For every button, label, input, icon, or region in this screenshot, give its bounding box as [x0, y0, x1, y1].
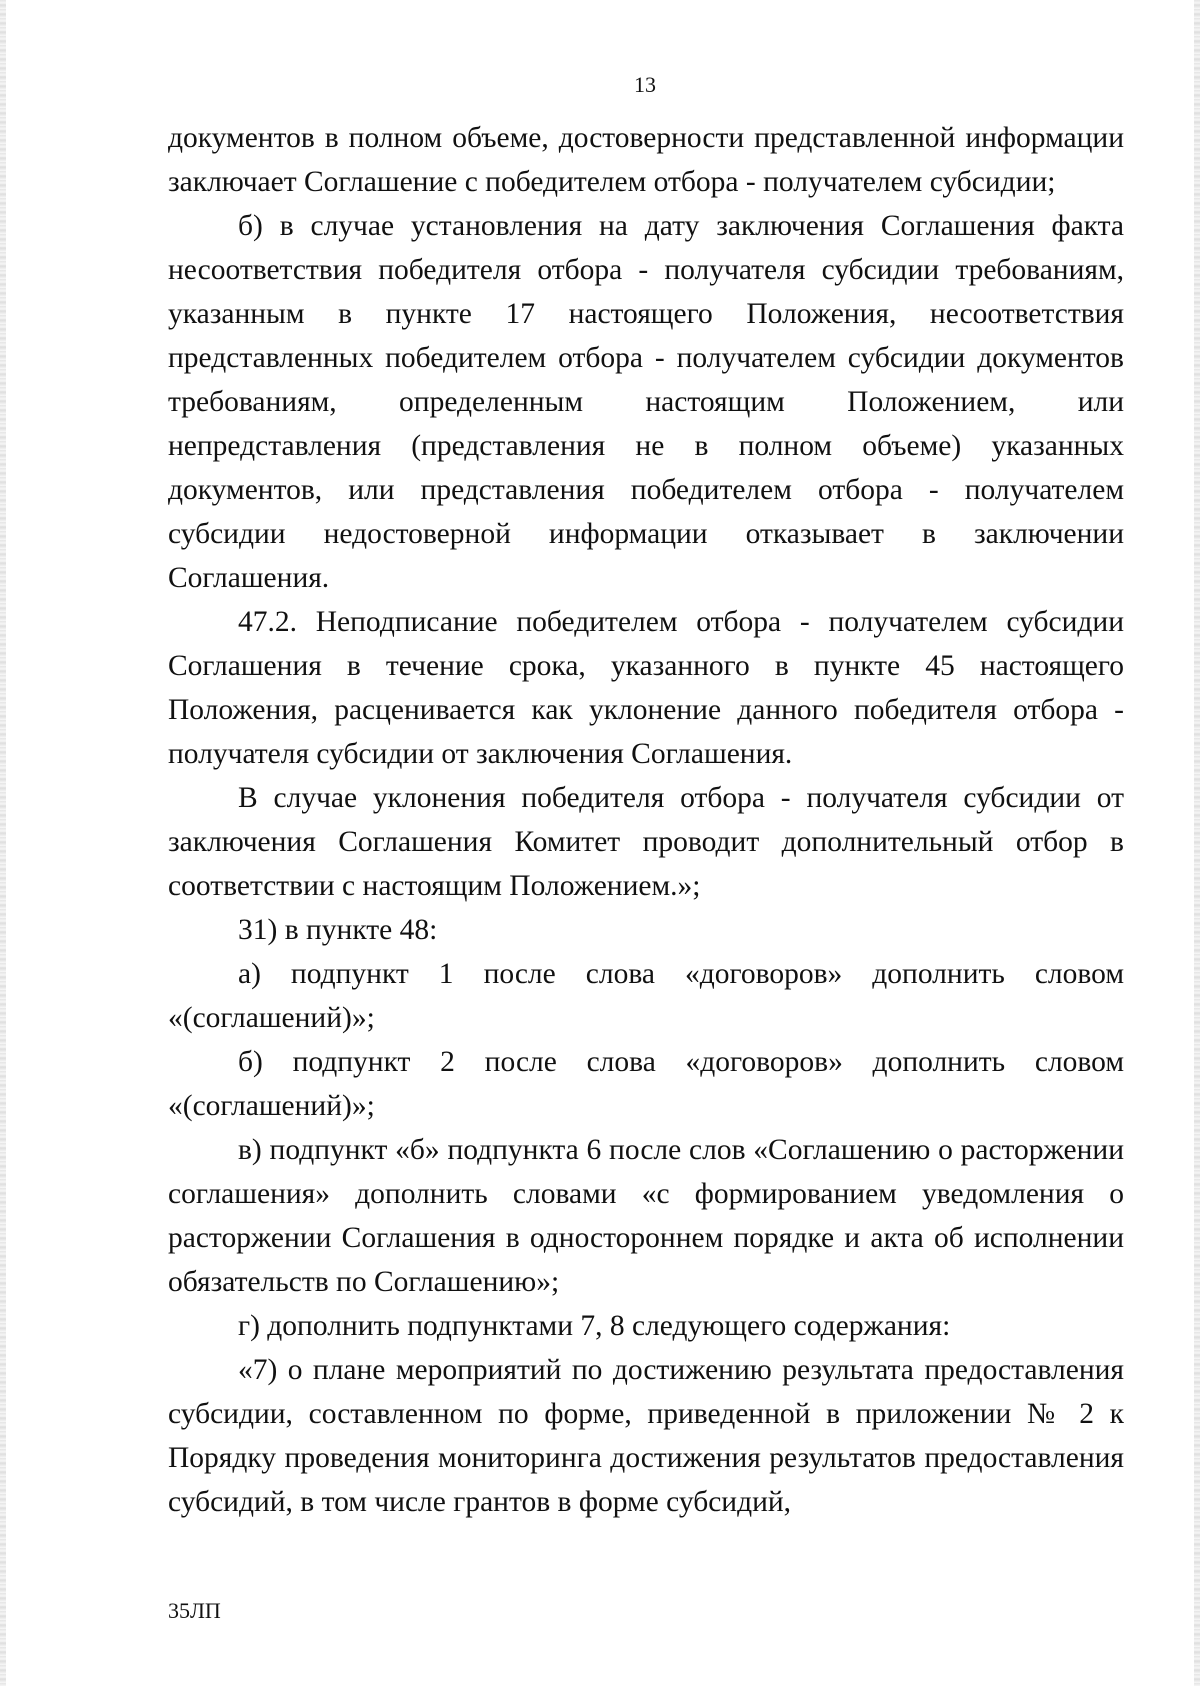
scan-edge-right	[1194, 0, 1200, 1686]
paragraph-b-refusal: б) в случае установления на дату заключения Соглашения факта несоответствия победителя отбора - получателя субсидии требованиям, указанным в пункте 17 настоящего Положения, несоответствия представленных победителем отбора - получателем субсидии документов требованиям, определенным настоящим Положением, или непредставления (представления не в полном объеме) указанных документов, или представления победителем отбора - получателем субсидии недостоверной информации отказывает в заключении Соглашения.	[168, 210, 1124, 594]
paragraph-item-7: «7) о плане мероприятий по достижению результата предоставления субсидии, составленном по форме, приведенной в приложении № 2 к Порядку проведения мониторинга достижения результатов предоставления субсидий, в том числе грантов в форме субсидий,	[168, 1354, 1124, 1518]
paragraph-evasion: В случае уклонения победителя отбора - получателя субсидии от заключения Соглашения Комитет проводит дополнительный отбор в соответствии с настоящим Положением.»;	[168, 782, 1124, 902]
paragraph-item-31: 31) в пункте 48:	[238, 914, 438, 946]
paragraph-continuation: документов в полном объеме, достоверности представленной информации заключает Соглашение с победителем отбора - получателем субсидии;	[168, 122, 1124, 198]
paragraph-sub-b: б) подпункт 2 после слова «договоров» дополнить словом «(соглашений)»;	[168, 1046, 1124, 1122]
document-body	[168, 116, 1124, 1524]
paragraph-sub-v: в) подпункт «б» подпункта 6 после слов «Соглашению о расторжении соглашения» дополнить словами «с формированием уведомления о расторжении Соглашения в одностороннем порядке и акта об исполнении обязательств по Соглашению»;	[168, 1134, 1124, 1298]
page-number: 13	[634, 72, 656, 97]
paragraph-47-2: 47.2. Неподписание победителем отбора - получателем субсидии Соглашения в течение срока, указанного в пункте 45 настоящего Положения, расценивается как уклонение данного победителя отбора - получателя субсидии от заключения Соглашения.	[168, 606, 1124, 770]
scan-edge-left	[0, 0, 6, 1686]
paragraph-sub-g: г) дополнить подпунктами 7, 8 следующего содержания:	[238, 1310, 951, 1342]
footer-document-code: 35ЛП	[168, 1598, 221, 1623]
paragraph-sub-a: а) подпункт 1 после слова «договоров» дополнить словом «(соглашений)»;	[168, 958, 1124, 1034]
